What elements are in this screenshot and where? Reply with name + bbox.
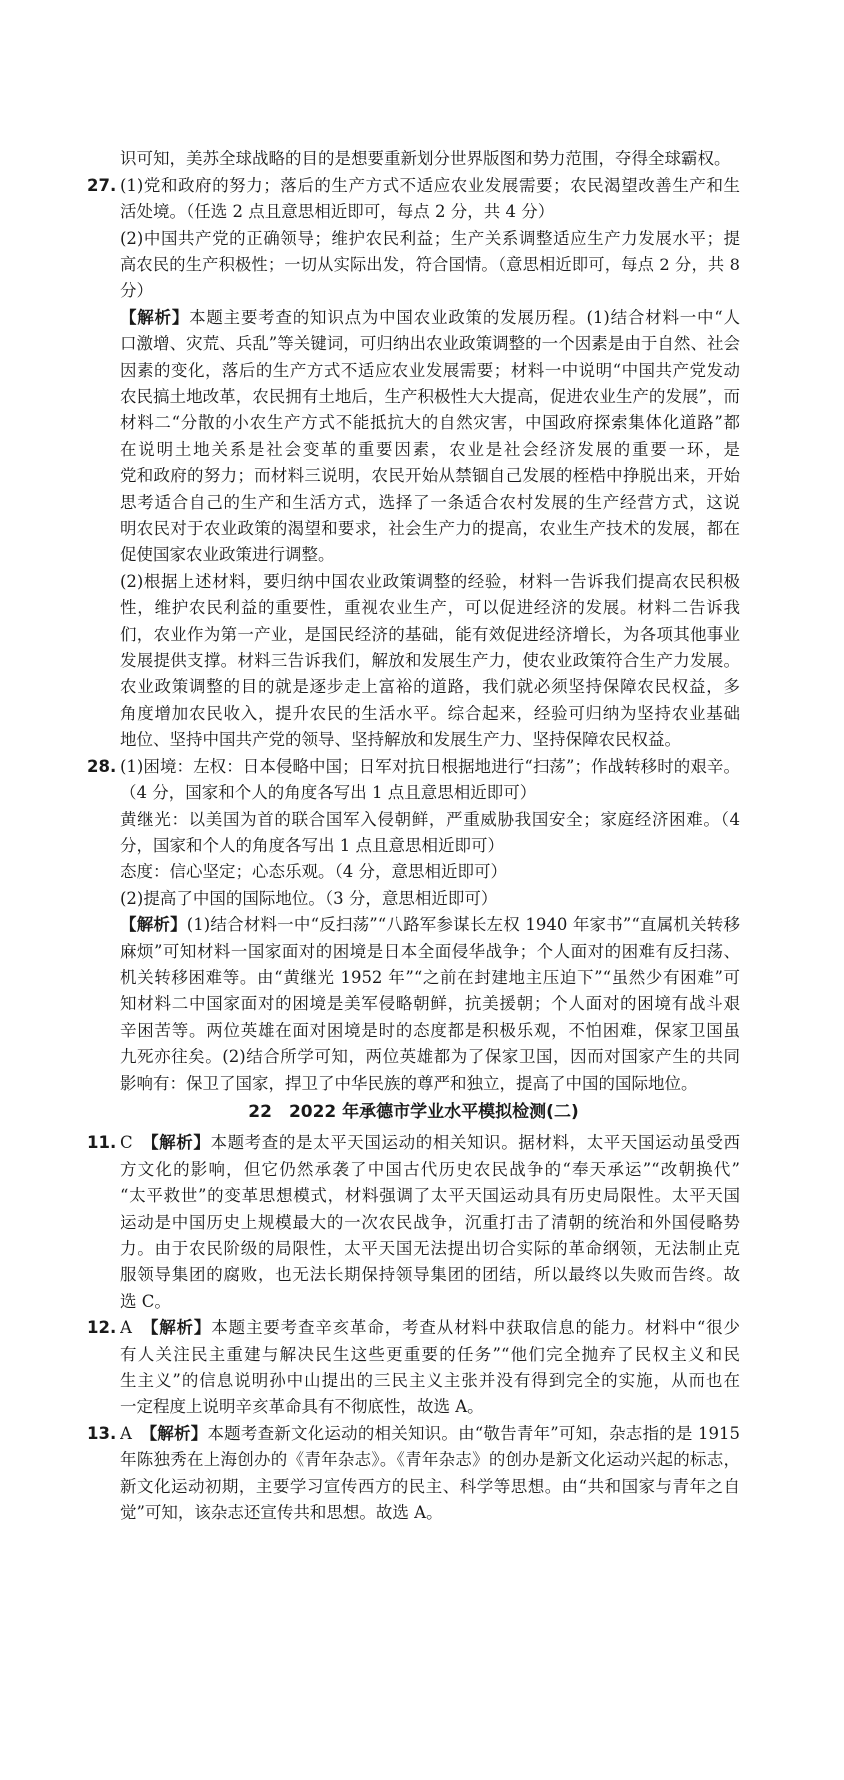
text-line: (1)党和政府的努力；落后的生产方式不适应农业发展需要；农民渴望改善生产和生 xyxy=(120,176,740,195)
text-line: 农业政策调整的目的就是逐步走上富裕的道路，我们就必须坚持保障农民权益，多 xyxy=(120,677,740,696)
text-line: 材料二“分散的小农生产方式不能抵抗大的自然灾害，中国政府探索集体化道路”都 xyxy=(120,413,740,432)
text-line: 促使国家农业政策进行调整。 xyxy=(120,545,335,564)
text-span: 本题主要考查的知识点为中国农业政策的发展历程。(1)结合材料一中“人 xyxy=(189,308,740,327)
text-line: 黄继光：以美国为首的联合国军入侵朝鲜，严重威胁我国安全；家庭经济困难。（4 xyxy=(120,810,740,829)
analysis-tag: 【解析】 xyxy=(148,1424,208,1443)
text-line: (1)困境：左权：日本侵略中国；日军对抗日根据地进行“扫荡”；作战转移时的艰辛。 xyxy=(120,757,740,776)
text-line: 麻烦”可知材料一国家面对的困境是日本全面侵华战争；个人面对的困难有反扫荡、 xyxy=(120,942,740,961)
text-line: (2)提高了中国的国际地位。（3 分，意思相近即可） xyxy=(120,889,498,908)
analysis-tag: 【解析】 xyxy=(150,1133,211,1152)
text-line: 农民搞土地改革，农民拥有土地后，生产积极性大大提高，促进农业生产的发展”，而 xyxy=(120,387,740,406)
text-line: 机关转移困难等。由“黄继光 1952 年”“之前在封建地主压迫下”“虽然少有困难”可 xyxy=(120,968,740,987)
text-line: 高农民的生产积极性；一切从实际出发，符合国情。（意思相近即可，每点 2 分，共 8 xyxy=(120,255,740,274)
text-line: 生主义”的信息说明孙中山提出的三民主义主张并没有得到完全的实施，从而也在 xyxy=(120,1371,740,1390)
text-line: 性，维护农民利益的重要性，重视农业生产，可以促进经济的发展。材料二告诉我 xyxy=(120,598,740,617)
text-line: 有人关注民主重建与解决民生这些更重要的任务”“他们完全抛弃了民权主义和民 xyxy=(120,1345,740,1364)
text-line: 辛困苦等。两位英雄在面对困境是时的态度都是积极乐观，不怕困难，保家卫国虽 xyxy=(120,1021,740,1040)
text-span: 本题主要考查辛亥革命，考查从材料中获取信息的能力。材料中“很少 xyxy=(211,1318,740,1337)
text-line: 角度增加农民收入，提升农民的生活水平。综合起来，经验可归纳为坚持农业基础 xyxy=(120,704,740,723)
text-line: 地位、坚持中国共产党的领导、坚持解放和发展生产力、坚持保障农民权益。 xyxy=(120,730,681,749)
text-line: 九死亦往矣。(2)结合所学可知，两位英雄都为了保家卫国，因而对国家产生的共同 xyxy=(120,1047,740,1066)
text-line: 年陈独秀在上海创办的《青年杂志》。《青年杂志》的创办是新文化运动兴起的标志， xyxy=(120,1450,740,1469)
text-line: 知材料二中国家面对的困境是美军侵略朝鲜，抗美援朝；个人面对的困境有战斗艰 xyxy=(120,994,740,1013)
question-number: 28. xyxy=(87,757,117,776)
text-line: 一定程度上说明辛亥革命具有不彻底性，故选 A。 xyxy=(120,1397,484,1416)
text-line: 活处境。（任选 2 点且意思相近即可，每点 2 分，共 4 分） xyxy=(120,202,555,221)
text-line: “太平救世”的变革思想模式，材料强调了太平天国运动具有历史局限性。太平天国 xyxy=(120,1186,740,1205)
answer-choice: C xyxy=(120,1133,151,1152)
section-heading: 22 2022 年承德市学业水平模拟检测(二) xyxy=(248,1102,579,1122)
text-line: 影响有：保卫了国家，捍卫了中华民族的尊严和独立，提高了中国的国际地位。 xyxy=(120,1074,698,1093)
text-line: 党和政府的努力；而材料三说明，农民开始从禁锢自己发展的桎梏中挣脱出来，开始 xyxy=(120,466,740,485)
text-line: 思考适合自己的生产和生活方式，选择了一条适合农村发展的生产经营方式，这说 xyxy=(120,493,740,512)
answer-choice: A xyxy=(120,1424,149,1443)
text-line xyxy=(120,1316,740,1340)
text-line: 新文化运动初期，主要学习宣传西方的民主、科学等思想。由“共和国家与青年之自 xyxy=(120,1477,740,1496)
text-line: 运动是中国历史上规模最大的一次农民战争，沉重打击了清朝的统治和外国侵略势 xyxy=(120,1213,740,1232)
text-line: 分） xyxy=(120,281,153,300)
answer-choice: A xyxy=(120,1318,151,1337)
text-line: (2)中国共产党的正确领导；维护农民利益；生产关系调整适应生产力发展水平；提 xyxy=(120,229,740,248)
question-number: 13. xyxy=(87,1424,117,1443)
analysis-tag: 【解析】 xyxy=(120,308,190,327)
text-line: (2)根据上述材料，要归纳中国农业政策调整的经验，材料一告诉我们提高农民积极 xyxy=(120,572,740,591)
text-line xyxy=(120,1131,740,1155)
text-line: 明农民对于农业政策的渴望和要求，社会生产力的提高，农业生产技术的发展，都在 xyxy=(120,519,740,538)
text-line: （4 分，国家和个人的角度各写出 1 点且意思相近即可） xyxy=(120,783,537,802)
text-span: 本题考查的是太平天国运动的相关知识。据材料，太平天国运动虽受西 xyxy=(210,1133,740,1152)
text-line: 分，国家和个人的角度各写出 1 点且意思相近即可） xyxy=(120,836,504,855)
question-number: 27. xyxy=(87,176,117,195)
text-span: (1)结合材料一中“反扫荡”“八路军参谋长左权 1940 年家书”“直属机关转移 xyxy=(186,915,740,934)
text-line: 识可知，美苏全球战略的目的是想要重新划分世界版图和势力范围，夺得全球霸权。 xyxy=(120,149,731,168)
text-line xyxy=(120,913,740,937)
text-line: 因素的变化，落后的生产方式不适应农业发展需要；材料一中说明“中国共产党发动 xyxy=(120,361,740,380)
analysis-tag: 【解析】 xyxy=(150,1318,212,1337)
text-line: 们，农业作为第一产业，是国民经济的基础，能有效促进经济增长，为各项其他事业 xyxy=(120,625,740,644)
text-line: 方文化的影响，但它仍然承袭了中国古代历史农民战争的“奉天承运”“改朝换代” xyxy=(120,1160,740,1179)
text-line: 态度：信心坚定；心态乐观。（4 分，意思相近即可） xyxy=(120,862,507,881)
text-line xyxy=(120,306,740,330)
question-number: 12. xyxy=(87,1318,117,1337)
text-line: 在说明土地关系是社会变革的重要因素，农业是社会经济发展的重要一环，是 xyxy=(120,440,740,459)
question-number: 11. xyxy=(87,1133,117,1152)
analysis-tag: 【解析】 xyxy=(120,915,187,934)
text-line: 选 C。 xyxy=(120,1292,171,1311)
text-line: 发展提供支撑。材料三告诉我们，解放和发展生产力，使农业政策符合生产力发展。 xyxy=(120,651,740,670)
text-line: 服领导集团的腐败，也无法长期保持领导集团的团结，所以最终以失败而告终。故 xyxy=(120,1265,740,1284)
text-line: 力。由于农民阶级的局限性，太平天国无法提出切合实际的革命纲领，无法制止克 xyxy=(120,1239,740,1258)
text-line xyxy=(120,1422,740,1446)
text-line: 觉”可知，该杂志还宣传共和思想。故选 A。 xyxy=(120,1503,443,1522)
text-span: 本题考查新文化运动的相关知识。由“敬告青年”可知，杂志指的是 1915 xyxy=(207,1424,740,1443)
text-line: 口激增、灾荒、兵乱”等关键词，可归纳出农业政策调整的一个因素是由于自然、社会 xyxy=(120,334,740,353)
